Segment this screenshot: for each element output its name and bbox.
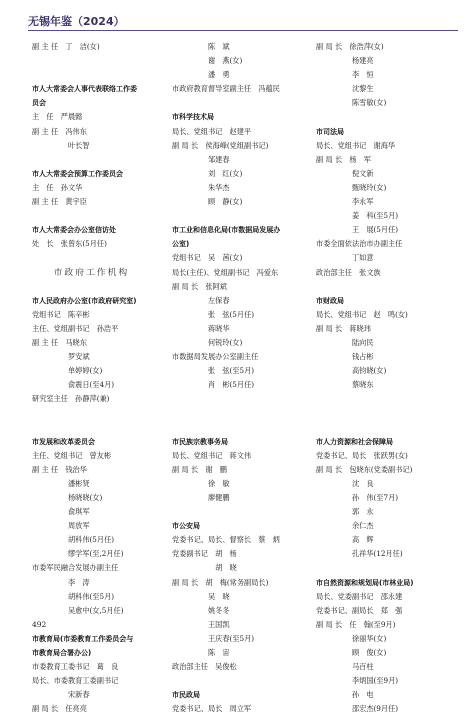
blank-line [172,421,302,435]
org-heading: 员会 [32,99,46,108]
org-heading: 市公安局 [172,522,200,531]
org-heading: 公室) [172,240,190,249]
org-heading: 市人大常委会预算工作委员会 [32,169,123,178]
section-title: 市政府工作机构 [32,267,130,278]
page-number: 492 [32,620,47,629]
entry-line: 丁如意 [316,253,374,263]
entry-line: 吴愈中(女,5月任) [32,605,124,615]
org-heading: 市工业和信息化局(市数据局发展办 [172,226,281,235]
entry-line: 邹建春 [172,154,230,164]
column-left [32,40,158,717]
entry-line: 党委书记、副局长 郑 强 [316,605,403,615]
entry-line: 陆向民 [316,337,374,347]
blank-line [316,421,452,435]
entry-line: 市政府教育督导室副主任 冯蕴民 [172,84,280,94]
entry-line: 党委书记、局长、督察长 蔡 炳 [172,535,280,545]
blank-line [32,68,158,82]
org-heading: 市人大常委会人事代表联络工作委 [32,85,137,94]
entry-line: 沈 良 [316,478,374,488]
blank-line [316,280,452,294]
entry-line: 副 主 任 马晓东 [32,337,87,347]
entry-line: 局长、党组书记 谢海华 [316,140,396,150]
entry-line: 副 局 长 蒋晓玮 [316,323,371,333]
entry-line: 孔祥华(12月任) [316,549,403,559]
entry-line: 高 辉 [316,535,374,545]
entry-line: 吴 晓 [172,591,230,601]
entry-line: 姜 科(至5月) [316,211,399,221]
entry-line: 主任、党组书记 曾友彬 [32,450,112,460]
entry-line: 局长、党组书记 蒋文伟 [172,450,252,460]
entry-line: 李 涛 [32,577,90,587]
entry-line: 朱华杰 [172,182,230,192]
org-heading: 市人民政府办公室(市政府研究室) [32,296,137,305]
entry-line: 陈 斌 [172,42,230,51]
entry-line: 局长、党委副书记 邵永建 [316,591,403,601]
entry-line: 研究室主任 孙静萍(兼) [32,394,110,404]
blank-line [32,153,158,167]
org-heading: 市教育局合署办公) [32,649,92,658]
entry-line: 蒋晓华 [172,323,230,333]
org-heading: 市民政局 [172,691,200,700]
entry-line: 潘彬贤 [32,478,90,488]
entry-line: 局长、党组书记 赵 鸣(女) [316,309,408,319]
entry-line: 胡科伟(5月任) [32,535,115,545]
entry-line: 主 任 严晨懿 [32,112,83,122]
entry-line: 李炳国(至9月) [316,676,399,686]
entry-line: 马百柱 [316,662,374,672]
column-middle [172,40,302,717]
blank-line [32,421,158,435]
blank-line [32,280,158,294]
entry-line: 张 弦(5月任) [172,309,255,319]
entry-line: 罗安斌 [32,352,90,362]
entry-line: 政治部主任 吴俊松 [172,662,237,672]
entry-line: 李永军 [316,197,374,207]
entry-line: 蔡晓东 [316,380,374,390]
entry-line: 徐丽华(女) [316,633,387,643]
entry-line: 副 主 任 冯伟东 [32,126,87,136]
entry-line: 杨晓晓(女) [32,493,103,502]
blank-line [172,406,302,420]
org-heading: 市人大常委会办公室信访处 [32,226,116,235]
entry-line: 副 局 长 包晓东(党委副书记) [316,464,413,474]
entry-line: 副 主 任 丁 洁(女) [32,42,100,51]
entry-line: 副 局 长 杨 军 [316,154,371,164]
entry-line: 周放军 [32,521,90,531]
entry-line: 党组书记 陈辛彬 [32,309,90,319]
blank-line [172,392,302,406]
entry-line: 倪文新 [316,168,374,178]
entry-line: 邵宏杰(9月任) [316,704,399,714]
entry-line: 郭 永 [316,507,374,517]
entry-line: 主任、党组副书记 孙浩平 [32,323,119,333]
org-heading: 市发展和改革委员会 [32,437,95,446]
entry-line: 陈 宙 [172,648,230,658]
org-heading: 市民族宗教事务局 [172,437,228,446]
org-heading: 市科学技术局 [172,113,214,122]
entry-line: 甄晓玲(女) [316,182,387,192]
org-heading: 市教育局(市委教育工作委员会与 [32,634,134,643]
entry-line: 党委书记、局长 张跃男(女) [316,450,408,460]
entry-line: 缪学军(至,2月任) [32,549,124,559]
blank-line [172,674,302,688]
org-heading: 市自然资源和规划局(市林业局) [316,578,414,587]
entry-line: 副 局 长 谢 鹏 [172,464,227,474]
entry-line: 副 局 长 侯海峰(党组副书记) [172,140,269,150]
entry-line: 高钧晓(女) [316,366,387,376]
entry-line: 单婷婷(女) [32,366,103,376]
entry-line: 副 局 长 任亮亮 [32,704,87,714]
entry-line: 局长(主任)、党组副书记 冯爱东 [172,267,279,277]
header-rule [28,30,458,31]
entry-line: 副 局 长 胡 梅(常务副局长) [172,577,269,587]
blank-line [316,110,452,124]
entry-line: 市委军民融合发展办副主任 [32,563,119,573]
org-heading: 市司法局 [316,127,344,136]
entry-line: 孙 伟(至7月) [316,493,399,502]
entry-line: 市委教育工委书记 葛 良 [32,662,119,672]
entry-line: 党委书记、局长 周立军 [172,704,252,714]
org-heading: 市人力资源和社会保障局 [316,437,393,446]
blank-line [316,561,452,575]
entry-line: 局长、市委教育工委副书记 [32,676,119,686]
entry-line: 俞琪军 [32,507,90,517]
running-header-title: 无锡年鉴（2024） [28,15,125,28]
entry-line: 孙 电 [316,690,374,700]
entry-line: 肖 彬(5月任) [172,380,255,390]
entry-line: 廖健鹏 [172,493,230,502]
blank-line [316,392,452,406]
entry-line: 李 恒 [316,70,374,80]
entry-line: 党委副书记 胡 杨 [172,549,237,559]
blank-line [32,251,158,265]
entry-line: 处 长 张曾东(5月任) [32,239,107,249]
entry-line: 王 展(5月任) [316,225,399,235]
entry-line: 副 主 任 黄宇臣 [32,197,87,207]
entry-line: 潘 勇 [172,70,230,80]
entry-line: 党组书记 吴 茜(女) [172,253,243,263]
entry-line: 姚冬冬 [172,605,230,615]
blank-line [172,505,302,519]
entry-line: 副 局 长 任 翰(至9月) [316,619,396,629]
entry-line: 杨建亮 [316,56,374,66]
entry-line: 市委全面依法治市办副主任 [316,239,403,249]
entry-line: 王国凯 [172,619,230,629]
entry-line: 何锐玲(女) [172,337,243,347]
entry-line: 顾 俊(女) [316,648,387,658]
blank-line [32,618,158,632]
entry-line: 徐 敏 [172,478,230,488]
entry-line: 副 局 长 徐浩萍(女) [316,42,384,51]
entry-line: 谢 燕(女) [172,56,243,66]
entry-line: 胡科伟(至5月) [32,591,115,601]
blank-line [172,96,302,110]
entry-line: 副 局 长 张阿斌 [172,281,227,291]
entry-line: 顾 静(女) [172,197,243,207]
entry-line: 俞震日(至4月) [32,380,115,390]
blank-line [32,209,158,223]
entry-line: 胡 晓 [172,563,237,573]
blank-line [316,406,452,420]
entry-line: 钱占彬 [316,352,374,362]
blank-line [172,209,302,223]
entry-line: 沈黎生 [316,84,374,94]
entry-line: 局长、党组书记 赵建平 [172,126,252,136]
entry-line: 副 主 任 钱治华 [32,464,87,474]
entry-line: 宋新春 [32,690,90,700]
entry-line: 余仁杰 [316,521,374,531]
entry-line: 王庆春(至5月) [172,633,255,643]
entry-line: 左保春 [172,295,230,305]
entry-line: 刘 红(女) [172,168,243,178]
entry-line: 张 弦(至5月) [172,366,255,376]
entry-line: 主 任 孙文华 [32,182,83,192]
entry-line: 市数据局发展办公室副主任 [172,352,259,362]
column-right [316,40,452,717]
entry-line: 政治部主任 张文族 [316,267,381,277]
blank-line [32,406,158,420]
entry-line: 叶长智 [32,140,90,150]
entry-line: 陈雪敏(女) [316,98,387,108]
org-heading: 市财政局 [316,296,344,305]
blank-line [32,54,158,68]
